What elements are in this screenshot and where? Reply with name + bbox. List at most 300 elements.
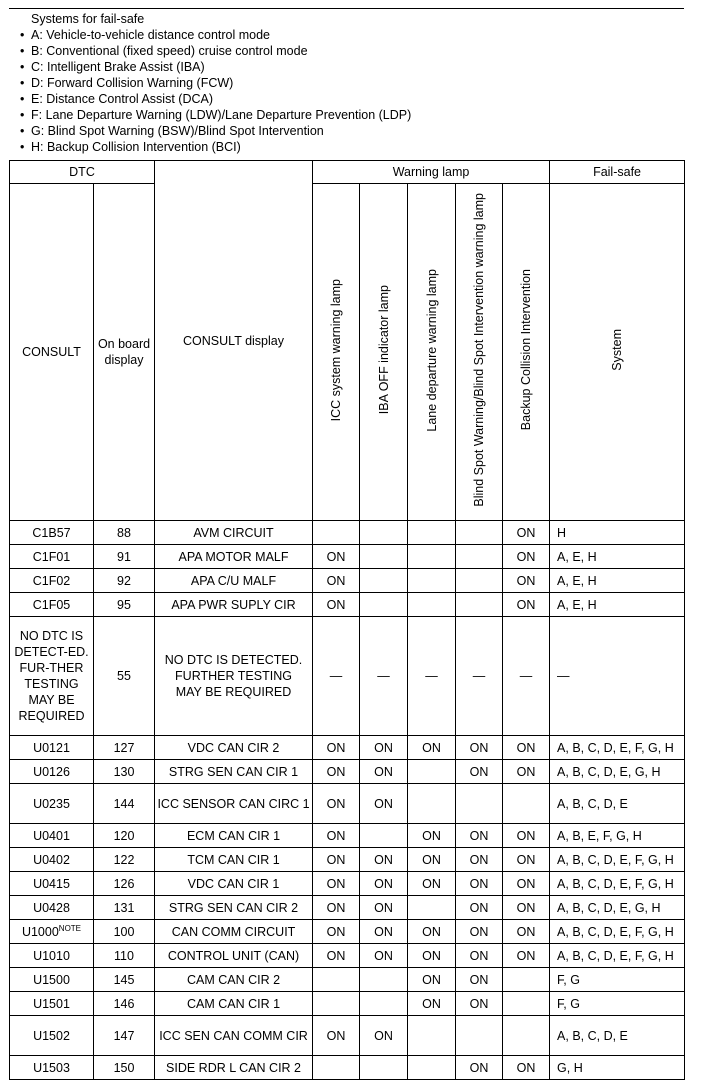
cell-lane-lamp [408,1056,456,1080]
cell-bci-lamp-text: ON [516,1060,536,1075]
table-row [10,736,685,760]
cell-bci-lamp-text: ON [516,948,536,963]
cell-icc-lamp-text: ON [326,740,346,755]
cell-consult-display-text: APA C/U MALF [190,573,277,588]
cell-consult-text: U1500 [33,972,70,987]
table-row [10,569,685,593]
cell-consult-text: U1503 [33,1060,70,1075]
cell-consult-display-text: CAN COMM CIRCUIT [171,924,296,939]
cell-icc-lamp [313,545,360,569]
cell-consult-text: U1000 [21,924,59,939]
cell-system [550,848,685,872]
cell-on-board-display-text: 147 [113,1028,135,1043]
bullet-icon: • [20,28,25,42]
cell-bci-lamp-text: ON [516,900,536,915]
col-header-lane-lamp [408,184,456,521]
cell-consult-display [155,521,313,545]
table-row [10,992,685,1016]
cell-bci-lamp [503,968,550,992]
iba-lamp-label: IBA OFF indicator lamp [376,285,391,415]
cell-consult-text: U0235 [33,796,70,811]
cell-system [550,569,685,593]
table-row [10,784,685,824]
cell-bci-lamp-text: ON [516,525,536,540]
table-row [10,1056,685,1080]
dtc-table [9,160,685,1080]
col-header-system [550,184,685,521]
cell-bci-lamp [503,992,550,1016]
cell-on-board-display [94,784,155,824]
table-row [10,593,685,617]
cell-consult-display [155,848,313,872]
cell-system [550,784,685,824]
group-header-fail-safe: Fail-safe [550,161,685,184]
cell-iba-lamp-text: ON [374,948,393,963]
cell-bci-lamp [503,848,550,872]
cell-on-board-display-text: 150 [113,1060,135,1075]
cell-on-board-display [94,736,155,760]
cell-iba-lamp [360,848,408,872]
cell-on-board-display-text: 146 [113,996,135,1011]
cell-iba-lamp [360,896,408,920]
cell-lane-lamp [408,760,456,784]
cell-icc-lamp-text: ON [326,1028,346,1043]
cell-icc-lamp-text: ON [326,597,346,612]
cell-consult-text: U1502 [33,1028,70,1043]
cell-bsw-lamp [456,824,503,848]
cell-bsw-lamp [456,784,503,824]
cell-icc-lamp-text: ON [326,796,346,811]
cell-icc-lamp [313,784,360,824]
cell-bci-lamp [503,593,550,617]
cell-consult-display-text: ECM CAN CIR 1 [186,828,281,843]
cell-bsw-lamp [456,569,503,593]
cell-iba-lamp-text: ON [374,924,393,939]
cell-system-text: A, E, H [557,597,597,612]
cell-consult-text: U1501 [33,996,70,1011]
cell-consult-display-text: ICC SENSOR CAN CIRC 1 [157,796,310,811]
cell-system [550,824,685,848]
cell-lane-lamp-text: ON [422,948,441,963]
cell-icc-lamp-text: ON [326,828,346,843]
cell-iba-lamp [360,824,408,848]
cell-bsw-lamp [456,944,503,968]
cell-system-text: A, B, C, D, E, G, H [557,764,661,779]
cell-consult [10,736,94,760]
note-superscript: NOTE [58,923,82,933]
cell-on-board-display-text: 144 [113,796,135,811]
cell-consult-display-text: VDC CAN CIR 1 [187,876,280,891]
cell-icc-lamp-text: ON [326,924,346,939]
cell-consult-display [155,1016,313,1056]
cell-consult-text: C1F01 [32,549,71,564]
cell-system [550,617,685,736]
cell-consult-display [155,824,313,848]
col-header-consult-display: CONSULT display [155,161,313,521]
systems-list-item-text: F: Lane Departure Warning (LDW)/Lane Departure Prevention (LDP) [31,108,412,122]
table-row [10,545,685,569]
cell-system-text: F, G [557,996,580,1011]
cell-bsw-lamp [456,920,503,944]
cell-system-text: A, B, C, D, E, F, G, H [557,740,674,755]
cell-consult-display-text: TCM CAN CIR 1 [187,852,280,867]
col-header-bsw-lamp [456,184,503,521]
cell-on-board-display [94,593,155,617]
cell-lane-lamp-text: ON [422,740,441,755]
cell-system-text: A, B, C, D, E, F, G, H [557,876,674,891]
cell-bci-lamp [503,944,550,968]
cell-consult [10,968,94,992]
cell-icc-lamp [313,521,360,545]
bullet-icon: • [20,108,25,122]
cell-consult [10,593,94,617]
cell-bsw-lamp [456,872,503,896]
cell-bci-lamp-text: ON [516,828,536,843]
cell-iba-lamp [360,545,408,569]
cell-bsw-lamp-text: — [472,669,486,683]
cell-consult-display [155,944,313,968]
cell-bci-lamp-text: ON [516,852,536,867]
top-rule [9,8,684,9]
cell-bsw-lamp [456,617,503,736]
cell-system-text: H [557,525,567,540]
bullet-icon: • [20,124,25,138]
cell-icc-lamp [313,944,360,968]
cell-on-board-display [94,848,155,872]
cell-consult-display-text: VDC CAN CIR 2 [187,740,280,755]
cell-consult-display-text: STRG SEN CAN CIR 1 [168,764,299,779]
cell-bci-lamp [503,784,550,824]
cell-consult [10,569,94,593]
cell-system [550,545,685,569]
cell-iba-lamp-text: ON [374,852,393,867]
bullet-icon: • [20,76,25,90]
cell-consult-text: U0126 [33,764,70,779]
cell-consult [10,617,94,736]
cell-icc-lamp [313,736,360,760]
bullet-icon: • [20,60,25,74]
cell-system [550,593,685,617]
systems-list-item [20,27,680,43]
cell-bci-lamp [503,896,550,920]
cell-icc-lamp-text: — [329,669,343,683]
cell-consult-display-text: CAM CAN CIR 1 [186,996,281,1011]
cell-icc-lamp-text: ON [326,549,346,564]
cell-on-board-display-text: 122 [113,852,135,867]
cell-on-board-display [94,1016,155,1056]
cell-consult-text: NO DTC IS DETECT-ED. FUR-THER TESTING MAY BE REQUIRED [14,629,89,723]
cell-system [550,944,685,968]
col-header-iba-lamp [360,184,408,521]
cell-system [550,1056,685,1080]
cell-consult-display-text: CONTROL UNIT (CAN) [167,948,300,963]
system-label: System [610,329,625,371]
cell-bsw-lamp [456,593,503,617]
cell-iba-lamp [360,920,408,944]
lane-lamp-label: Lane departure warning lamp [424,268,439,432]
cell-icc-lamp [313,824,360,848]
cell-consult [10,848,94,872]
table-row [10,824,685,848]
cell-iba-lamp [360,521,408,545]
table-row [10,920,685,944]
cell-icc-lamp-text: ON [326,573,346,588]
cell-system-text: A, E, H [557,573,597,588]
cell-consult-display [155,920,313,944]
table-row [10,1016,685,1056]
cell-on-board-display [94,920,155,944]
cell-lane-lamp [408,545,456,569]
cell-lane-lamp-text: ON [422,996,441,1011]
cell-consult-display [155,736,313,760]
systems-list-item [20,91,680,107]
cell-iba-lamp-text: — [377,669,390,683]
cell-on-board-display-text: 88 [117,525,131,540]
cell-bci-lamp [503,1056,550,1080]
cell-lane-lamp [408,521,456,545]
cell-consult-display [155,784,313,824]
cell-on-board-display-text: 110 [114,948,134,963]
systems-list-item-text: H: Backup Collision Intervention (BCI) [31,140,241,154]
cell-lane-lamp [408,1016,456,1056]
cell-system-text: — [557,669,570,683]
cell-consult-display-text: NO DTC IS DETECTED. FURTHER TESTING MAY BE REQUIRED [164,653,303,699]
cell-consult-display [155,968,313,992]
cell-consult-display [155,872,313,896]
cell-on-board-display-text: 126 [113,876,135,891]
cell-lane-lamp [408,920,456,944]
cell-consult-display-text: STRG SEN CAN CIR 2 [168,900,299,915]
cell-lane-lamp [408,848,456,872]
cell-system [550,736,685,760]
cell-on-board-display [94,760,155,784]
cell-consult [10,872,94,896]
cell-on-board-display [94,545,155,569]
cell-iba-lamp-text: ON [374,796,393,811]
col-header-on-board-display: On board display [94,184,155,521]
cell-on-board-display-text: 100 [113,924,135,939]
cell-lane-lamp [408,896,456,920]
cell-bci-lamp [503,872,550,896]
cell-consult-text: U0428 [33,900,70,915]
cell-on-board-display-text: 95 [117,597,131,612]
cell-bsw-lamp [456,1056,503,1080]
cell-bci-lamp [503,617,550,736]
cell-consult-text: C1B57 [32,525,71,540]
group-header-dtc: DTC [10,161,155,184]
systems-list-item-text: A: Vehicle-to-vehicle distance control mode [31,28,271,42]
cell-lane-lamp [408,992,456,1016]
cell-icc-lamp-text: ON [326,900,346,915]
systems-list-item [20,139,680,155]
cell-iba-lamp [360,736,408,760]
cell-iba-lamp [360,569,408,593]
systems-list-item-text: G: Blind Spot Warning (BSW)/Blind Spot Intervention [31,124,324,138]
cell-system-text: A, B, C, D, E [557,796,628,811]
cell-on-board-display-text: 92 [117,573,131,588]
cell-consult [10,824,94,848]
cell-system-text: A, B, C, D, E, G, H [557,900,661,915]
cell-lane-lamp [408,872,456,896]
cell-on-board-display [94,569,155,593]
cell-consult-display [155,617,313,736]
cell-consult-display [155,992,313,1016]
cell-iba-lamp-text: ON [374,900,393,915]
cell-bci-lamp-text: ON [516,876,536,891]
cell-lane-lamp [408,944,456,968]
systems-list-item [20,43,680,59]
table-row [10,760,685,784]
cell-bci-lamp-text: ON [516,740,536,755]
cell-consult-text: U0415 [33,876,70,891]
cell-bci-lamp-text: ON [516,549,536,564]
cell-bsw-lamp-text: ON [469,1060,489,1075]
cell-consult-display-text: CAM CAN CIR 2 [186,972,281,987]
cell-on-board-display [94,617,155,736]
cell-icc-lamp-text: ON [326,764,346,779]
cell-system [550,521,685,545]
cell-bci-lamp [503,521,550,545]
systems-list-item [20,123,680,139]
cell-bci-lamp-text: — [519,669,533,683]
cell-icc-lamp [313,920,360,944]
cell-consult [10,920,94,944]
failsafe-systems-list [20,11,680,155]
systems-heading: Systems for fail-safe [31,12,145,26]
cell-lane-lamp [408,593,456,617]
systems-list-item-text: D: Forward Collision Warning (FCW) [31,76,234,90]
table-row [10,848,685,872]
cell-lane-lamp-text: — [425,669,438,683]
cell-lane-lamp-text: ON [422,972,441,987]
cell-icc-lamp [313,760,360,784]
cell-system [550,896,685,920]
cell-bci-lamp [503,1016,550,1056]
cell-consult-display [155,896,313,920]
cell-icc-lamp [313,569,360,593]
cell-consult-display [155,1056,313,1080]
cell-bsw-lamp [456,848,503,872]
cell-bsw-lamp-text: ON [469,740,489,755]
dtc-table-body [10,521,685,1080]
cell-system-text: A, B, E, F, G, H [557,828,642,843]
cell-system-text: A, B, C, D, E, F, G, H [557,924,674,939]
systems-list-item-text: C: Intelligent Brake Assist (IBA) [31,60,205,74]
cell-bci-lamp [503,545,550,569]
cell-system [550,760,685,784]
cell-bsw-lamp-text: ON [469,876,489,891]
cell-consult [10,944,94,968]
cell-system [550,968,685,992]
systems-list-item-text: E: Distance Control Assist (DCA) [31,92,213,106]
cell-iba-lamp [360,593,408,617]
cell-on-board-display-text: 145 [113,972,135,987]
cell-iba-lamp [360,992,408,1016]
cell-icc-lamp [313,968,360,992]
cell-on-board-display [94,1056,155,1080]
cell-system-text: F, G [557,972,580,987]
cell-iba-lamp [360,784,408,824]
cell-consult-display-text: SIDE RDR L CAN CIR 2 [166,1060,301,1075]
cell-on-board-display [94,521,155,545]
cell-consult-display [155,760,313,784]
cell-iba-lamp [360,760,408,784]
cell-iba-lamp [360,944,408,968]
cell-consult [10,992,94,1016]
cell-consult [10,896,94,920]
cell-system [550,920,685,944]
cell-icc-lamp-text: ON [326,876,346,891]
cell-bci-lamp-text: ON [516,924,536,939]
cell-on-board-display-text: 127 [113,740,135,755]
cell-bsw-lamp [456,1016,503,1056]
cell-consult-text: U1010 [33,948,70,963]
cell-on-board-display-text: 55 [117,669,131,683]
cell-consult [10,545,94,569]
cell-iba-lamp [360,872,408,896]
cell-lane-lamp-text: ON [422,828,441,843]
cell-bci-lamp-text: ON [516,573,536,588]
cell-consult-display-text: AVM CIRCUIT [193,525,274,540]
cell-system-text: A, B, C, D, E, F, G, H [557,852,674,867]
cell-bci-lamp [503,760,550,784]
cell-system-text: A, B, C, D, E, F, G, H [557,948,674,963]
cell-consult-display-text: ICC SEN CAN COMM CIR [159,1028,308,1043]
table-row [10,944,685,968]
cell-icc-lamp [313,1056,360,1080]
cell-bsw-lamp-text: ON [469,996,489,1011]
cell-iba-lamp-text: ON [374,740,393,755]
cell-bsw-lamp [456,896,503,920]
cell-consult [10,784,94,824]
cell-icc-lamp [313,593,360,617]
cell-bsw-lamp-text: ON [469,948,489,963]
cell-consult-text: U0402 [33,852,70,867]
cell-lane-lamp [408,569,456,593]
col-header-consult: CONSULT [10,184,94,521]
icc-lamp-label: ICC system warning lamp [329,278,344,422]
cell-lane-lamp [408,617,456,736]
cell-bsw-lamp-text: ON [469,852,489,867]
cell-consult-text: C1F05 [32,597,71,612]
cell-bsw-lamp-text: ON [469,764,489,779]
cell-lane-lamp-text: ON [422,924,441,939]
bullet-icon: • [20,92,25,106]
cell-on-board-display-text: 131 [113,900,135,915]
table-row [10,872,685,896]
cell-bsw-lamp [456,992,503,1016]
cell-consult-text: U0401 [33,828,70,843]
cell-icc-lamp [313,1016,360,1056]
systems-list-item [20,107,680,123]
bsw-lamp-label: Blind Spot Warning/Blind Spot Intervention warning lamp [472,193,487,507]
cell-icc-lamp [313,872,360,896]
cell-system-text: G, H [557,1060,583,1075]
cell-iba-lamp-text: ON [374,876,393,891]
cell-on-board-display [94,872,155,896]
cell-on-board-display-text: 91 [117,549,131,564]
cell-icc-lamp-text: ON [326,852,346,867]
cell-system-text: A, B, C, D, E [557,1028,628,1043]
cell-bsw-lamp [456,760,503,784]
systems-list-item [20,75,680,91]
cell-lane-lamp [408,784,456,824]
cell-system [550,992,685,1016]
cell-lane-lamp [408,824,456,848]
bullet-icon: • [20,44,25,58]
cell-iba-lamp [360,1056,408,1080]
cell-bsw-lamp [456,968,503,992]
